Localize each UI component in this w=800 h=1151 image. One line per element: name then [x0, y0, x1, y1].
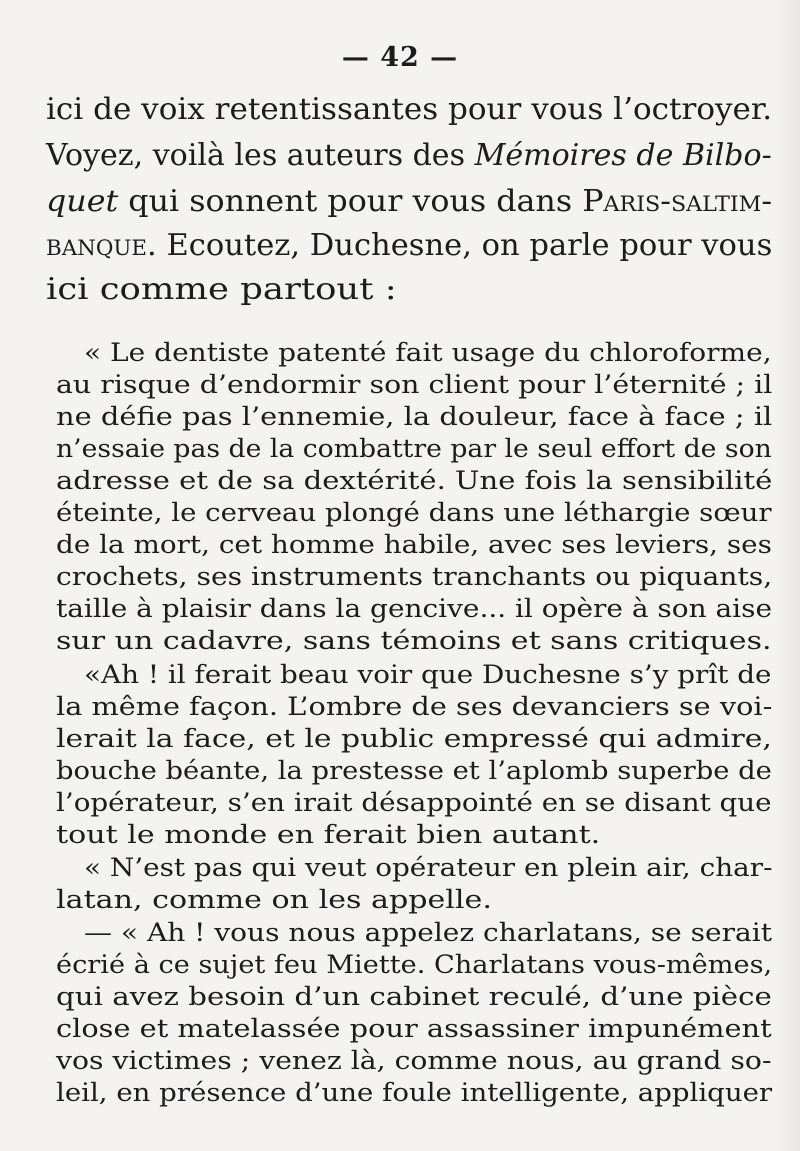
- page-number: — 42 —: [341, 42, 459, 73]
- text-line: qui avez besoin d’un cabinet reculé, d’une pièce: [56, 982, 772, 1012]
- text-line: adresse et de sa dextérité. Une fois la sensibilité: [56, 466, 773, 496]
- book-title-italic: Mémoires de Bilbo-: [474, 138, 772, 173]
- text-run: ici comme partout :: [46, 272, 397, 307]
- text-line: lerait la face, et le public empressé qui admire,: [56, 724, 772, 754]
- text-line: [46, 270, 397, 310]
- text-line: n’essaie pas de la combattre par le seul effort de son: [56, 434, 772, 464]
- text-run: qui sonnent pour vous dans: [118, 184, 583, 219]
- book-title-smallcaps: banque: [46, 228, 148, 263]
- text-line: [46, 226, 772, 266]
- text-line: de la mort, cet homme habile, avec ses leviers, ses: [56, 530, 772, 560]
- text-line: l’opérateur, s’en irait désappointé en se disant que: [56, 788, 772, 818]
- text-line: sur un cadavre, sans témoins et sans critiques.: [56, 626, 772, 656]
- text-line: ne défie pas l’ennemie, la douleur, face à face ; il: [56, 402, 773, 432]
- text-line: taille à plaisir dans la gencive... il opère à son aise: [56, 594, 772, 624]
- text-line: tout le monde en ferait bien autant.: [56, 820, 601, 850]
- text-line: « N’est pas qui veut opérateur en plein air, char-: [84, 853, 773, 883]
- text-line: [46, 136, 772, 176]
- text-line: éteinte, le cerveau plongé dans une léthargie sœur: [56, 498, 772, 528]
- text-line: « Le dentiste patenté fait usage du chloroforme,: [84, 338, 772, 368]
- text-line: vos victimes ; venez là, comme nous, au grand so-: [56, 1046, 772, 1076]
- text-line: latan, comme on les appelle.: [56, 885, 492, 915]
- text-line: écrié à ce sujet feu Miette. Charlatans vous-mêmes,: [56, 950, 773, 980]
- text-line: «Ah ! il ferait beau voir que Duchesne s’y prît de: [84, 660, 772, 690]
- text-line: au risque d’endormir son client pour l’éternité ; il: [56, 370, 773, 400]
- text-line: leil, en présence d’une foule intelligente, appliquer: [56, 1078, 773, 1108]
- book-title-smallcaps: Paris-saltim-: [582, 184, 773, 219]
- text-run: Voyez, voilà les auteurs des: [46, 138, 475, 173]
- text-line: crochets, ses instruments tranchants ou piquants,: [56, 562, 773, 592]
- text-line: bouche béante, la prestesse et l’aplomb superbe de: [56, 756, 772, 786]
- text-line: la même façon. L’ombre de ses devanciers se voi-: [56, 692, 773, 722]
- text-line: [46, 182, 772, 222]
- page-edge-shadow: [776, 0, 800, 1151]
- text-line: close et matelassée pour assassiner impunément: [56, 1014, 772, 1044]
- book-title-italic: quet: [46, 184, 119, 219]
- text-line: — « Ah ! vous nous appelez charlatans, se serait: [84, 918, 772, 948]
- text-run: ici de voix retentissantes pour vous l’octroyer.: [46, 92, 773, 127]
- text-run: . Ecoutez, Duchesne, on parle pour vous: [147, 228, 773, 263]
- text-line: [46, 90, 772, 130]
